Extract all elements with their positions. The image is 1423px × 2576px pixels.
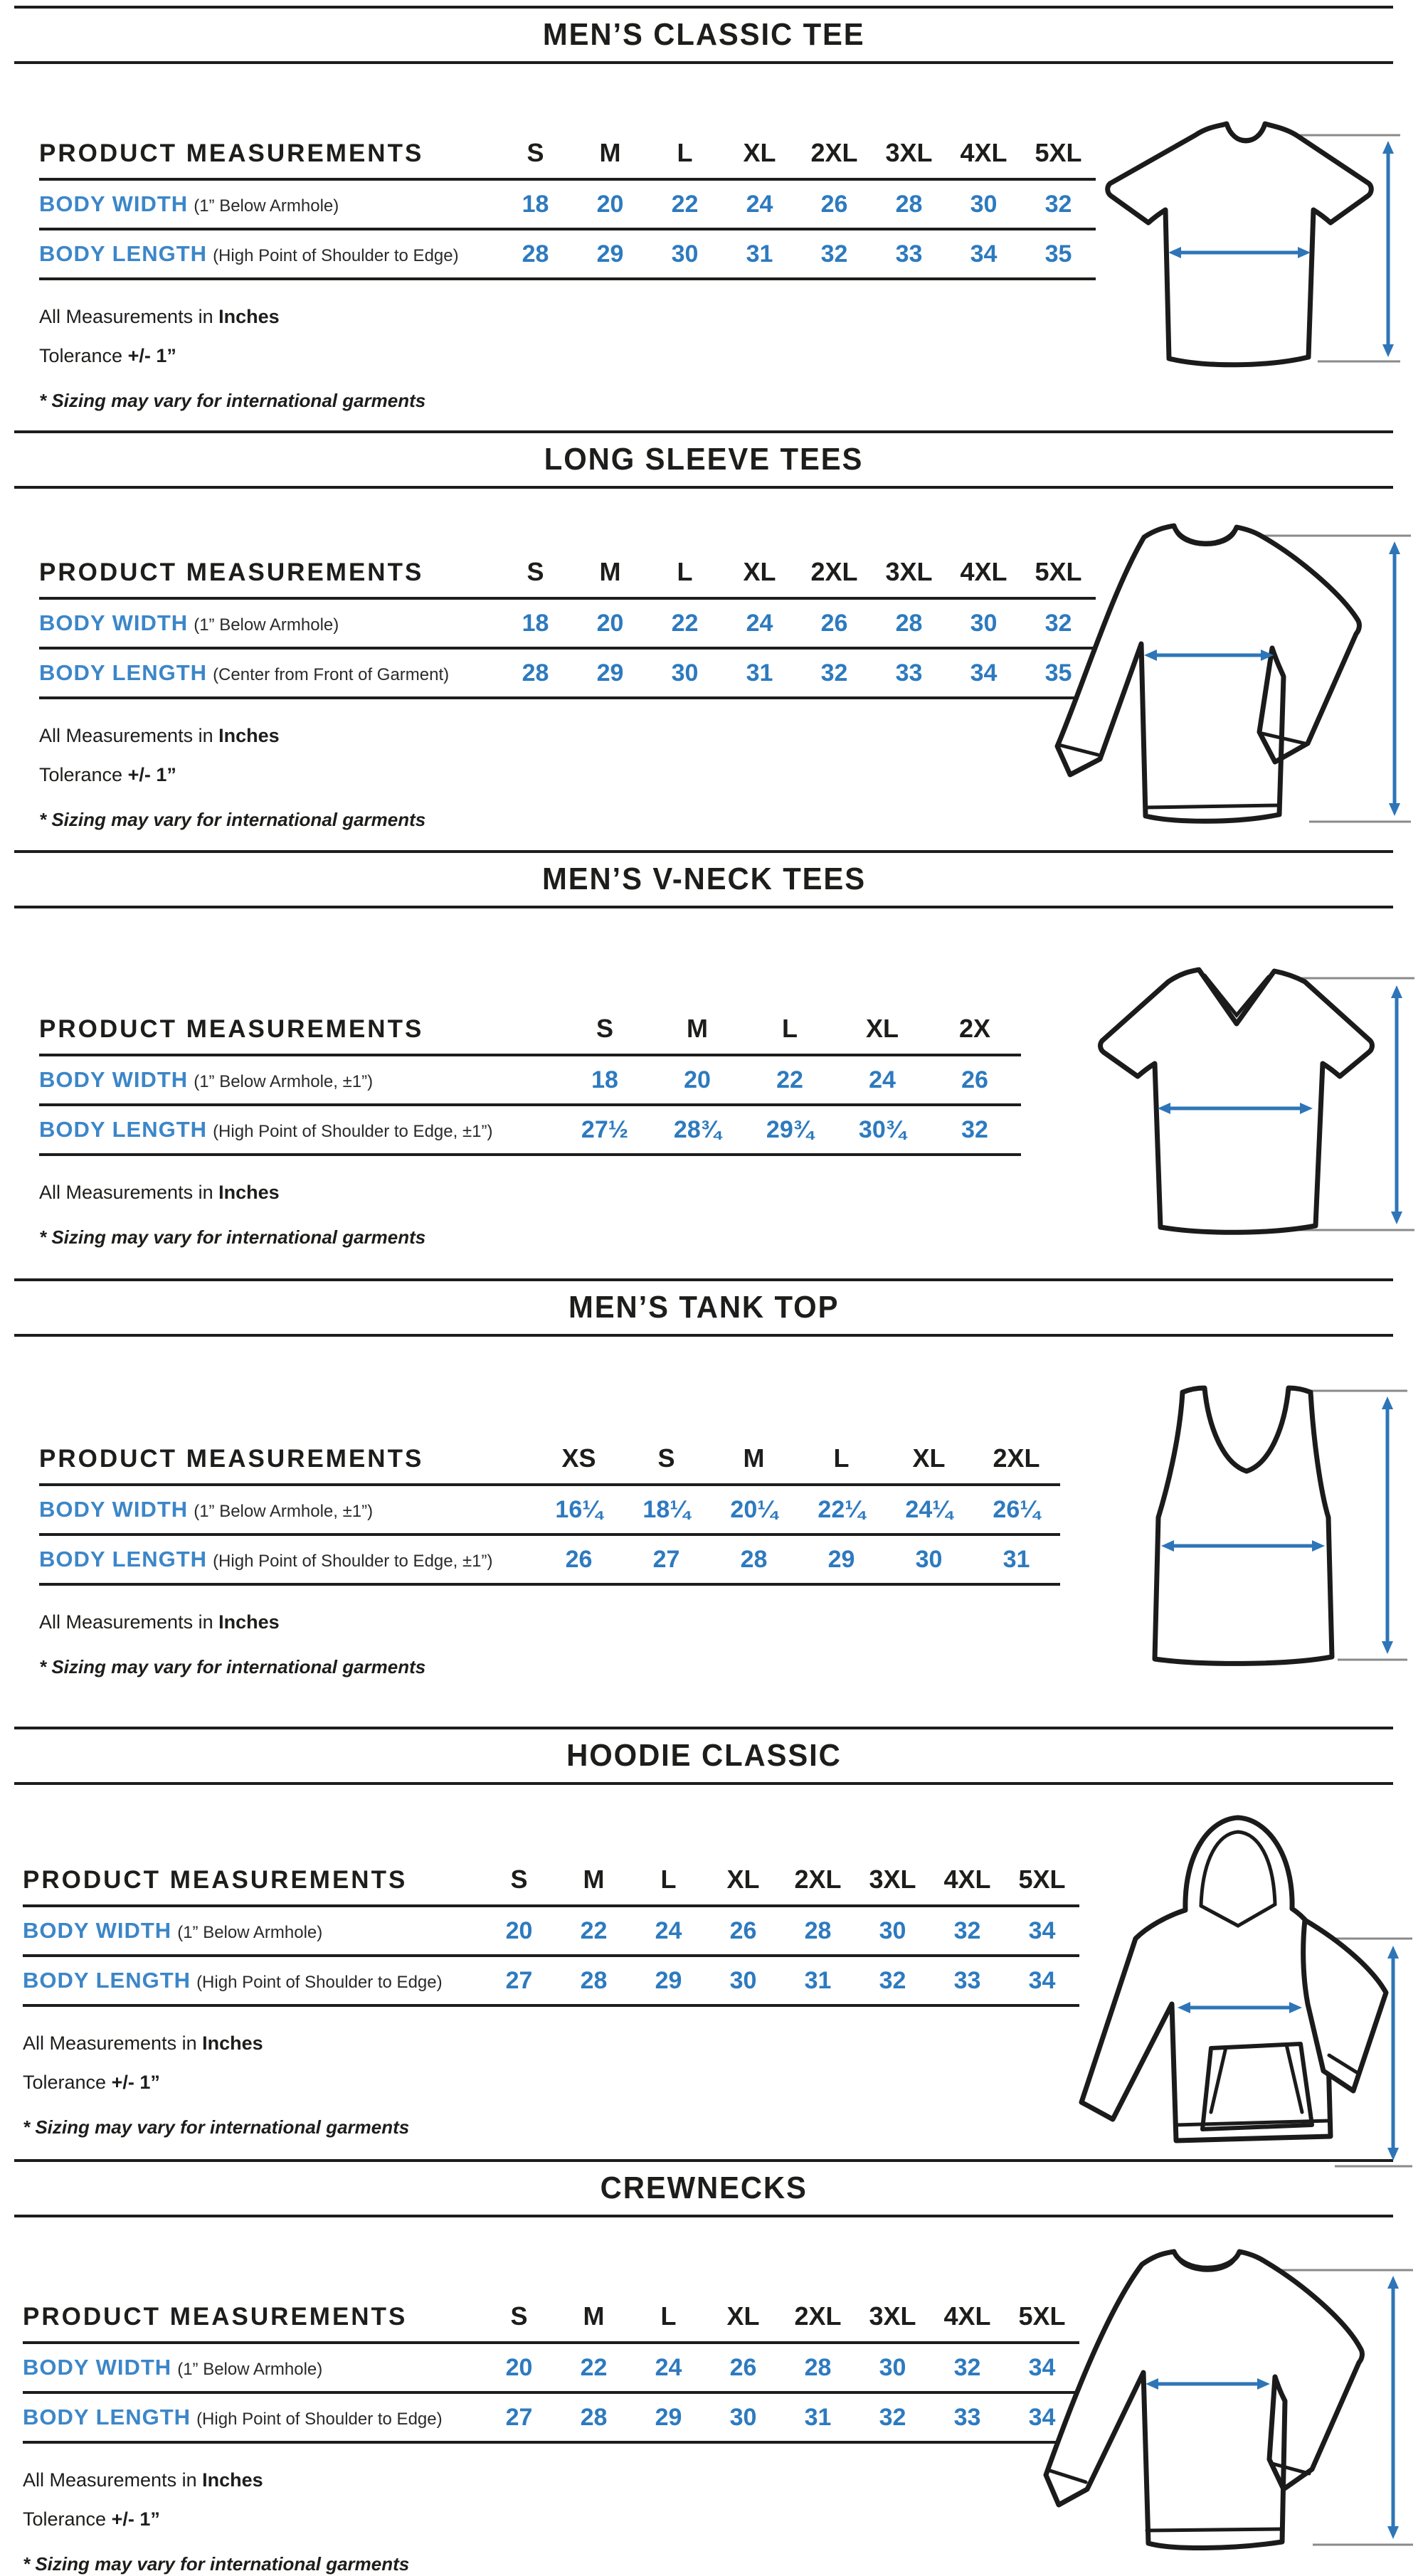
note-bold: Inches	[218, 306, 280, 327]
note-bold: +/- 1”	[127, 345, 176, 366]
note-bold: Inches	[202, 2032, 263, 2054]
note-sizing: * Sizing may vary for international garments	[23, 2116, 410, 2138]
measurement-value: 22¼	[818, 1495, 865, 1523]
section-title: MEN’S CLASSIC TEE	[542, 17, 865, 52]
section-hoodie-classic	[0, 1727, 1423, 2159]
measurement-value: 27	[505, 2403, 533, 2431]
row-sublabel: (1” Below Armhole, ±1”)	[194, 1502, 374, 1521]
row-label: BODY WIDTH	[23, 2355, 172, 2380]
measurement-value: 34	[1028, 2403, 1056, 2431]
measurement-value: 30	[879, 2353, 906, 2381]
measurement-value: 28	[522, 240, 549, 267]
table-row-body-length	[23, 1957, 1079, 2007]
size-column-header: L	[782, 1014, 798, 1043]
value-cells	[482, 2354, 1079, 2382]
row-header	[39, 660, 498, 686]
table-row-body-length	[39, 1106, 1021, 1156]
measurement-value: 30	[915, 1545, 943, 1573]
measurement-value: 22	[671, 609, 699, 637]
size-column-header: XL	[726, 2301, 760, 2331]
row-sublabel: (1” Below Armhole)	[177, 1923, 323, 1942]
table-row-body-width	[23, 2344, 1079, 2394]
value-cells	[559, 1066, 1021, 1094]
size-column-header: XL	[743, 557, 776, 586]
tank-top-illustration	[1074, 1355, 1416, 1675]
crewneck-illustration	[1017, 2220, 1416, 2576]
section-title: LONG SLEEVE TEES	[544, 442, 864, 477]
size-header-cells	[482, 1865, 1079, 1894]
note-sizing: * Sizing may vary for international garments	[39, 1656, 426, 1677]
measurement-value: 26	[729, 2353, 757, 2381]
measurement-value: 31	[746, 659, 773, 687]
measurement-value: 24	[746, 609, 773, 637]
measurement-value: 32	[879, 1966, 906, 1994]
table-header-row	[39, 1014, 1021, 1056]
row-label: BODY LENGTH	[39, 241, 208, 266]
table-row-body-length	[39, 650, 1096, 699]
row-sublabel: (1” Below Armhole)	[177, 2360, 323, 2379]
value-cells	[482, 1967, 1079, 1995]
row-label: BODY LENGTH	[23, 1968, 191, 1993]
note-sizing: * Sizing may vary for international garments	[39, 809, 426, 830]
measurement-value: 30	[671, 659, 699, 687]
row-sublabel: (High Point of Shoulder to Edge)	[196, 2410, 443, 2429]
section-mens-tank-top	[0, 1278, 1423, 1727]
measurement-value: 29	[596, 240, 624, 267]
measurement-value: 26	[729, 1917, 757, 1944]
row-label: BODY WIDTH	[23, 1918, 172, 1943]
row-label: BODY LENGTH	[23, 2405, 191, 2429]
classic-tee-illustration	[1089, 100, 1402, 384]
table-header-row	[23, 2301, 1079, 2344]
note-text: All Measurements in	[23, 2032, 203, 2054]
measurement-value: 32	[961, 1115, 988, 1143]
value-cells	[498, 191, 1096, 218]
table-row-body-width	[39, 1056, 1021, 1106]
measurement-value: 35	[1044, 659, 1072, 687]
measurement-value: 22	[776, 1066, 803, 1093]
note-bold: Inches	[218, 1182, 280, 1203]
value-cells	[482, 1917, 1079, 1945]
measurement-value: 22	[580, 1917, 608, 1944]
size-column-header: 4XL	[943, 1865, 991, 1894]
table-header-row	[23, 1865, 1079, 1907]
measurement-value: 33	[953, 2403, 981, 2431]
measurement-value: 28	[804, 1917, 832, 1944]
measurement-value: 30	[729, 1966, 757, 1994]
measurement-value: 32	[820, 659, 848, 687]
measurement-value: 24	[655, 1917, 682, 1944]
measurement-value: 30	[970, 190, 998, 218]
size-column-header: 4XL	[943, 2301, 991, 2331]
measurement-value: 18	[522, 190, 549, 218]
measurement-value: 20	[596, 190, 624, 218]
size-column-header: 2X	[958, 1014, 991, 1043]
measurement-value: 31	[1003, 1545, 1030, 1573]
table-row-body-length	[39, 1536, 1060, 1586]
size-column-header: XL	[726, 1865, 760, 1894]
measurement-value: 29	[596, 659, 624, 687]
v-neck-tee-illustration	[1057, 941, 1416, 1240]
measurement-value: 33	[953, 1966, 981, 1994]
note-text: Tolerance	[39, 345, 128, 366]
note-text: All Measurements in	[39, 306, 219, 327]
measurement-value: 28	[895, 609, 923, 637]
measurement-value: 34	[1028, 2353, 1056, 2381]
size-header-cells	[559, 1014, 1021, 1044]
row-header	[39, 1117, 559, 1143]
note-text: Tolerance	[23, 2508, 112, 2530]
measurement-value: 30¾	[858, 1115, 906, 1143]
measurement-value: 32	[1044, 190, 1072, 218]
size-column-header: S	[510, 1865, 528, 1894]
size-column-header: S	[510, 2301, 528, 2331]
size-column-header: 4XL	[960, 138, 1007, 167]
value-cells	[498, 659, 1096, 687]
row-header	[39, 241, 498, 267]
size-column-header: 2XL	[993, 1443, 1040, 1473]
size-column-header: S	[527, 557, 544, 586]
size-header-cells	[498, 557, 1096, 587]
note-text: Tolerance	[23, 2072, 112, 2093]
note-bold: Inches	[218, 725, 280, 746]
table-header-label: PRODUCT MEASUREMENTS	[39, 558, 424, 586]
measurements-table	[39, 138, 1096, 280]
row-sublabel: (Center from Front of Garment)	[213, 665, 450, 684]
measurement-value: 28	[580, 1966, 608, 1994]
size-column-header: 5XL	[1035, 138, 1082, 167]
measurement-value: 28	[804, 2353, 832, 2381]
measurements-table	[23, 2301, 1079, 2444]
table-header-label: PRODUCT MEASUREMENTS	[23, 1866, 408, 1894]
table-header-row	[39, 557, 1096, 600]
row-label: BODY WIDTH	[39, 191, 189, 216]
size-column-header: M	[743, 1443, 765, 1473]
row-sublabel: (High Point of Shoulder to Edge)	[196, 1973, 443, 1992]
measurement-value: 18	[522, 609, 549, 637]
section-title: CREWNECKS	[600, 2170, 808, 2205]
note-bold: +/- 1”	[111, 2508, 160, 2530]
measurement-value: 29	[655, 2403, 682, 2431]
table-header-label: PRODUCT MEASUREMENTS	[39, 139, 424, 167]
measurement-value: 22	[580, 2353, 608, 2381]
note-sizing: * Sizing may vary for international garments	[23, 2553, 410, 2575]
long-sleeve-tee-illustration	[1025, 497, 1412, 842]
measurement-value: 28	[895, 190, 923, 218]
measurement-value: 34	[970, 659, 998, 687]
row-label: BODY WIDTH	[39, 610, 189, 635]
table-row-body-width	[39, 600, 1096, 650]
row-sublabel: (1” Below Armhole, ±1”)	[194, 1072, 374, 1091]
measurement-value: 30	[671, 240, 699, 267]
table-row-body-length	[23, 2394, 1079, 2444]
measurement-value: 31	[746, 240, 773, 267]
note-text: Tolerance	[39, 764, 128, 785]
note-sizing: * Sizing may vary for international garments	[39, 1226, 426, 1248]
size-column-header: 5XL	[1035, 557, 1082, 586]
measurement-value: 35	[1044, 240, 1072, 267]
measurement-value: 26	[820, 190, 848, 218]
value-cells	[498, 240, 1096, 268]
measurements-table	[23, 1865, 1079, 2007]
measurements-table	[39, 557, 1096, 699]
measurement-value: 32	[953, 2353, 981, 2381]
note-sizing: * Sizing may vary for international garments	[39, 390, 426, 411]
row-header	[23, 1918, 482, 1944]
size-column-header: XL	[743, 138, 776, 167]
size-column-header: S	[657, 1443, 675, 1473]
table-row-body-width	[23, 1907, 1079, 1957]
section-title: MEN’S TANK TOP	[568, 1290, 840, 1325]
row-sublabel: (1” Below Armhole)	[194, 196, 339, 216]
measurement-value: 29¾	[766, 1115, 814, 1143]
value-cells	[535, 1496, 1060, 1524]
size-column-header: S	[527, 138, 544, 167]
hoodie-illustration	[1025, 1791, 1416, 2178]
size-column-header: 4XL	[960, 557, 1007, 586]
value-cells	[559, 1116, 1021, 1144]
note-bold: Inches	[202, 2469, 263, 2491]
measurement-value: 33	[895, 659, 923, 687]
measurement-value: 28	[740, 1545, 768, 1573]
section-title-band	[14, 430, 1393, 489]
measurement-value: 18	[591, 1066, 618, 1093]
measurement-value: 32	[879, 2403, 906, 2431]
value-cells	[535, 1546, 1060, 1574]
row-sublabel: (High Point of Shoulder to Edge, ±1”)	[213, 1122, 493, 1141]
note-bold: +/- 1”	[127, 764, 176, 785]
measurement-value: 28	[580, 2403, 608, 2431]
section-title-band	[14, 6, 1393, 64]
measurement-value: 27	[505, 1966, 533, 1994]
measurement-value: 27	[652, 1545, 680, 1573]
row-label: BODY WIDTH	[39, 1067, 189, 1092]
measurement-value: 26	[565, 1545, 593, 1573]
measurement-value: 20¼	[730, 1495, 778, 1523]
measurement-value: 24	[746, 190, 773, 218]
measurement-value: 29	[827, 1545, 855, 1573]
note-text: All Measurements in	[23, 2469, 203, 2491]
size-column-header: M	[687, 1014, 708, 1043]
measurement-value: 28	[522, 659, 549, 687]
measurement-value: 16¼	[555, 1495, 603, 1523]
table-header-row	[39, 1443, 1060, 1486]
row-header	[23, 2355, 482, 2380]
size-column-header: M	[599, 138, 621, 167]
note-text: All Measurements in	[39, 1611, 219, 1633]
section-title-band	[14, 1278, 1393, 1337]
size-header-cells	[498, 138, 1096, 168]
size-column-header: 2XL	[794, 2301, 842, 2331]
section-title-band	[14, 1727, 1393, 1785]
measurement-value: 29	[655, 1966, 682, 1994]
measurement-value: 30	[970, 609, 998, 637]
size-column-header: L	[677, 557, 693, 586]
size-header-cells	[482, 2301, 1079, 2331]
row-header	[39, 1067, 559, 1093]
size-column-header: M	[599, 557, 621, 586]
measurement-value: 28¾	[673, 1115, 721, 1143]
measurement-value: 31	[804, 1966, 832, 1994]
measurement-value: 20	[505, 2353, 533, 2381]
table-header-label: PRODUCT MEASUREMENTS	[39, 1015, 424, 1043]
size-column-header: 5XL	[1018, 1865, 1066, 1894]
measurement-value: 26	[820, 609, 848, 637]
size-column-header: XS	[561, 1443, 596, 1473]
row-header	[39, 1547, 535, 1572]
measurement-value: 32	[953, 1917, 981, 1944]
measurement-value: 30	[879, 1917, 906, 1944]
measurements-table	[39, 1443, 1060, 1586]
size-column-header: L	[660, 2301, 677, 2331]
measurement-value: 22	[671, 190, 699, 218]
size-column-header: 5XL	[1018, 2301, 1066, 2331]
row-label: BODY LENGTH	[39, 660, 208, 685]
size-column-header: 2XL	[810, 557, 858, 586]
row-sublabel: (1” Below Armhole)	[194, 615, 339, 635]
measurement-value: 31	[804, 2403, 832, 2431]
section-long-sleeve-tees	[0, 430, 1423, 850]
table-header-row	[39, 138, 1096, 181]
size-column-header: 2XL	[810, 138, 858, 167]
value-cells	[482, 2404, 1079, 2432]
measurement-value: 34	[1028, 1966, 1056, 1994]
value-cells	[498, 610, 1096, 637]
note-bold: +/- 1”	[111, 2072, 160, 2093]
measurement-value: 24	[869, 1066, 896, 1093]
size-column-header: L	[833, 1443, 850, 1473]
table-header-label: PRODUCT MEASUREMENTS	[39, 1445, 424, 1473]
size-column-header: M	[583, 1865, 605, 1894]
size-column-header: S	[596, 1014, 613, 1043]
row-sublabel: (High Point of Shoulder to Edge)	[213, 246, 459, 265]
measurement-value: 20	[505, 1917, 533, 1944]
size-column-header: M	[583, 2301, 605, 2331]
row-header	[23, 2405, 482, 2430]
note-text: All Measurements in	[39, 1182, 219, 1203]
row-header	[39, 610, 498, 636]
size-column-header: L	[677, 138, 693, 167]
section-title: MEN’S V-NECK TEES	[541, 862, 866, 896]
measurement-value: 26	[961, 1066, 988, 1093]
size-column-header: 2XL	[794, 1865, 842, 1894]
size-header-cells	[535, 1443, 1060, 1473]
measurement-value: 27½	[581, 1115, 629, 1143]
measurement-value: 20	[684, 1066, 711, 1093]
section-crewnecks	[0, 2159, 1423, 2575]
section-title: HOODIE CLASSIC	[566, 1738, 842, 1773]
measurement-value: 32	[820, 240, 848, 267]
size-column-header: 3XL	[869, 2301, 916, 2331]
table-row-body-width	[39, 181, 1096, 230]
table-header-label: PRODUCT MEASUREMENTS	[23, 2303, 408, 2331]
size-column-header: L	[660, 1865, 677, 1894]
measurement-value: 24¼	[905, 1495, 953, 1523]
row-header	[23, 1968, 482, 1993]
measurement-value: 34	[1028, 1917, 1056, 1944]
size-column-header: XL	[912, 1443, 946, 1473]
size-column-header: 3XL	[869, 1865, 916, 1894]
section-mens-v-neck-tees	[0, 850, 1423, 1278]
measurement-value: 18¼	[642, 1495, 690, 1523]
size-column-header: XL	[865, 1014, 899, 1043]
note-bold: Inches	[218, 1611, 280, 1633]
measurement-value: 33	[895, 240, 923, 267]
row-label: BODY WIDTH	[39, 1497, 189, 1522]
measurement-value: 26¼	[993, 1495, 1040, 1523]
row-header	[39, 191, 498, 217]
measurement-value: 34	[970, 240, 998, 267]
note-text: All Measurements in	[39, 725, 219, 746]
section-title-band	[14, 850, 1393, 908]
measurements-table	[39, 1014, 1021, 1156]
size-column-header: 3XL	[885, 138, 933, 167]
measurement-value: 24	[655, 2353, 682, 2381]
size-column-header: 3XL	[885, 557, 933, 586]
section-mens-classic-tee	[0, 6, 1423, 430]
table-row-body-length	[39, 230, 1096, 280]
row-label: BODY LENGTH	[39, 1117, 208, 1142]
measurement-value: 30	[729, 2403, 757, 2431]
row-label: BODY LENGTH	[39, 1547, 208, 1571]
table-row-body-width	[39, 1486, 1060, 1536]
measurement-value: 20	[596, 609, 624, 637]
row-header	[39, 1497, 535, 1522]
row-sublabel: (High Point of Shoulder to Edge, ±1”)	[213, 1552, 493, 1571]
measurement-value: 32	[1044, 609, 1072, 637]
